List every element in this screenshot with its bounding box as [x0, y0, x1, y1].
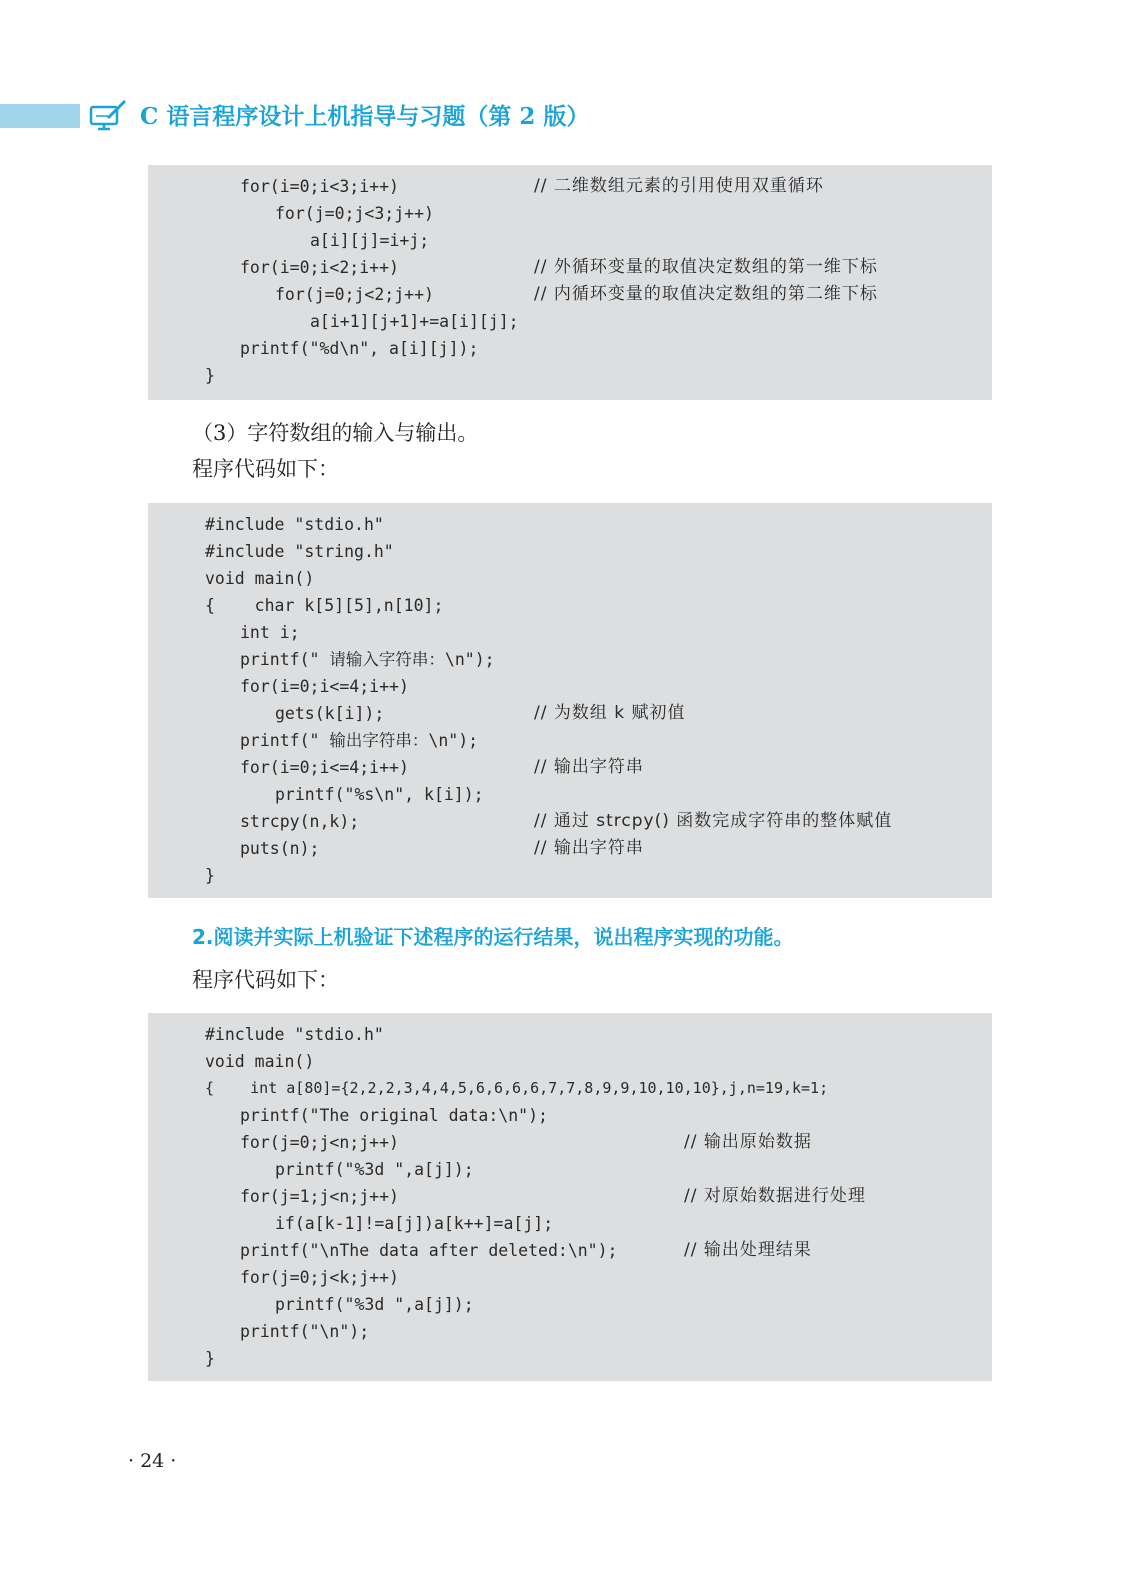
code-block-1: [148, 165, 992, 400]
code-comment: // 输出字符串: [534, 838, 644, 858]
code-line: void main(): [205, 569, 315, 588]
code-comment: // 外循环变量的取值决定数组的第一维下标: [534, 257, 878, 277]
code-line: }: [205, 866, 215, 885]
code-line: #include "stdio.h": [205, 515, 384, 534]
code-line: for(j=1;j<n;j++): [240, 1187, 399, 1206]
code-line: for(j=0;j<k;j++): [240, 1268, 399, 1287]
code-line: puts(n);: [240, 839, 320, 858]
code-line: { int a[80]={2,2,2,3,4,4,5,6,6,6,6,7,7,8,9,9,10,10,10},j,n=19,k=1;: [205, 1079, 829, 1097]
code-line: for(i=0;i<=4;i++): [240, 758, 409, 777]
code-line: a[i+1][j+1]+=a[i][j];: [310, 312, 519, 331]
code-comment: // 输出处理结果: [684, 1240, 812, 1260]
code-line: }: [205, 366, 215, 385]
section-heading: （3）字符数组的输入与输出。: [192, 421, 479, 445]
code-line: printf(" 请输入字符串：\n");: [240, 650, 495, 669]
code-line: for(j=0;j<3;j++): [275, 204, 434, 223]
book-title: C 语言程序设计上机指导与习题（第 2 版）: [140, 103, 590, 130]
code-line: printf(" 输出字符串：\n");: [240, 731, 479, 750]
task-heading: 2.阅读并实际上机验证下述程序的运行结果，说出程序实现的功能。: [192, 925, 794, 949]
code-line: for(i=0;i<2;i++): [240, 258, 399, 277]
running-header: [0, 96, 1127, 136]
code-line: printf("%s\n", k[i]);: [275, 785, 484, 804]
code-line: for(i=0;i<=4;i++): [240, 677, 409, 696]
code-line: #include "string.h": [205, 542, 394, 561]
code-intro: 程序代码如下：: [192, 968, 339, 992]
code-line: printf("The original data:\n");: [240, 1106, 548, 1125]
code-comment: // 为数组 k 赋初值: [534, 703, 686, 723]
code-line: { char k[5][5],n[10];: [205, 596, 444, 615]
code-line: strcpy(n,k);: [240, 812, 360, 831]
code-comment: // 二维数组元素的引用使用双重循环: [534, 176, 824, 196]
code-comment: // 通过 strcpy() 函数完成字符串的整体赋值: [534, 811, 893, 831]
code-line: a[i][j]=i+j;: [310, 231, 430, 250]
monitor-pen-icon: [88, 98, 128, 132]
code-block-2: [148, 503, 992, 898]
code-block-3: [148, 1013, 992, 1381]
code-comment: // 内循环变量的取值决定数组的第二维下标: [534, 284, 878, 304]
code-line: for(j=0;j<n;j++): [240, 1133, 399, 1152]
code-comment: // 输出原始数据: [684, 1132, 812, 1152]
code-intro: 程序代码如下：: [192, 457, 339, 481]
code-comment: // 输出字符串: [534, 757, 644, 777]
code-line: printf("\nThe data after deleted:\n");: [240, 1241, 618, 1260]
code-line: printf("%d\n", a[i][j]);: [240, 339, 479, 358]
code-line: void main(): [205, 1052, 315, 1071]
code-line: printf("%3d ",a[j]);: [275, 1160, 474, 1179]
code-line: for(i=0;i<3;i++): [240, 177, 399, 196]
page-number: · 24 ·: [128, 1450, 177, 1472]
code-line: if(a[k-1]!=a[j])a[k++]=a[j];: [275, 1214, 554, 1233]
code-comment: // 对原始数据进行处理: [684, 1186, 866, 1206]
header-color-band: [0, 104, 80, 128]
code-line: for(j=0;j<2;j++): [275, 285, 434, 304]
code-line: int i;: [240, 623, 300, 642]
code-line: printf("%3d ",a[j]);: [275, 1295, 474, 1314]
code-line: }: [205, 1349, 215, 1368]
code-line: #include "stdio.h": [205, 1025, 384, 1044]
code-line: printf("\n");: [240, 1322, 370, 1341]
code-line: gets(k[i]);: [275, 704, 385, 723]
